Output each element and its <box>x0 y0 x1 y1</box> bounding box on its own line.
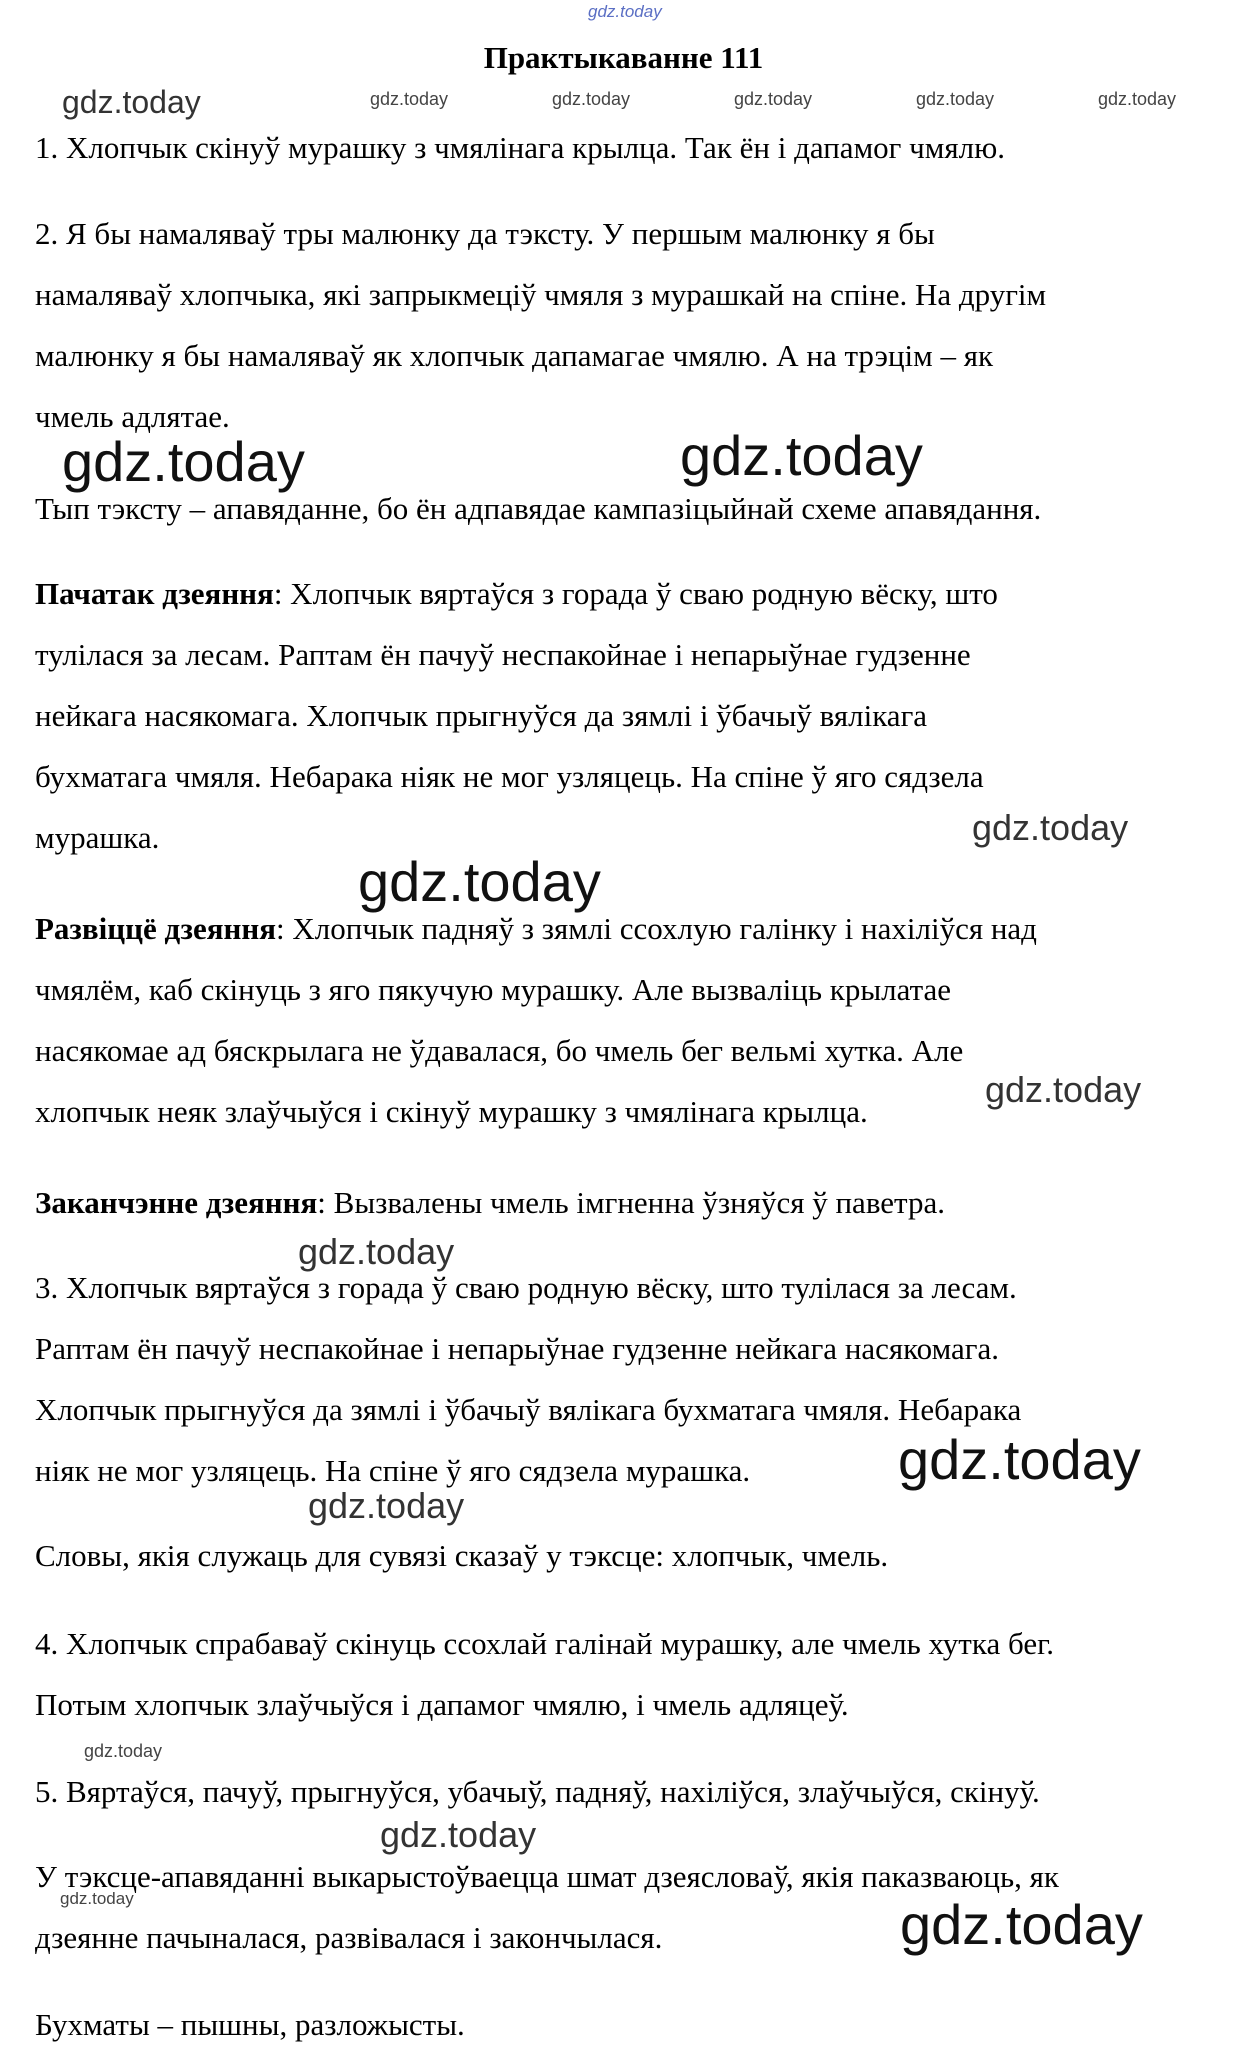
text-line: Потым хлопчык злаўчыўся і дапамог чмялю, і чмель адляцеў. <box>35 1687 849 1722</box>
text-line: Тып тэксту – апавяданне, бо ён адпавядае кампазіцыйнай схеме апавядання. <box>35 491 1042 526</box>
watermark: gdz.today <box>1098 89 1177 109</box>
watermark: gdz.today <box>985 1069 1142 1110</box>
text-line: тулілася за лесам. Раптам ён пачуў неспакойнае і непарыўнае гудзенне <box>35 637 971 672</box>
watermark-top: gdz.today <box>588 2 662 21</box>
text-fragment: : Вызвалены чмель імгненна ўзняўся ў паветра. <box>317 1185 945 1220</box>
text-line: 3. Хлопчык вяртаўся з горада ў сваю родную вёску, што тулілася за лесам. <box>35 1270 1017 1305</box>
text-line: малюнку я бы намаляваў як хлопчык дапамагае чмялю. А на трэцім – як <box>35 338 994 373</box>
text-fragment: : Хлопчык падняў з зямлі ссохлую галінку і нахіліўся над <box>276 911 1037 946</box>
text-line: дзеянне пачыналася, развівалася і закончылася. <box>35 1920 663 1955</box>
text-line: 5. Вяртаўся, пачуў, прыгнуўся, убачыў, падняў, нахіліўся, злаўчыўся, скінуў. <box>35 1774 1040 1809</box>
watermark: gdz.today <box>972 807 1129 848</box>
text-line: чмель адлятае. <box>35 399 230 434</box>
text-fragment: : Хлопчык вяртаўся з горада ў сваю родную вёску, што <box>273 576 998 611</box>
text-line: 1. Хлопчык скінуў мурашку з чмялінага крылца. Так ён і дапамог чмялю. <box>35 130 1005 165</box>
text-line <box>35 1172 1225 1233</box>
word-definition-paragraph <box>35 1994 1225 2055</box>
watermark: gdz.today <box>308 1485 465 1526</box>
watermark: gdz.today <box>734 89 813 109</box>
text-line: ніяк не мог узляцець. На спіне ў яго сядзела мурашка. <box>35 1453 751 1488</box>
text-line: бухматага чмяля. Небарака ніяк не мог узляцець. На спіне ў яго сядзела <box>35 759 984 794</box>
text-line: нейкага насякомага. Хлопчык прыгнуўся да зямлі і ўбачыў вялікага <box>35 698 928 733</box>
watermark: gdz.today <box>358 850 601 913</box>
watermark: gdz.today <box>60 1889 134 1908</box>
text-line: Раптам ён пачуў неспакойнае і непарыўнае гудзенне нейкага насякомага. <box>35 1331 999 1366</box>
text-line: Бухматы – пышны, разложысты. <box>35 2007 465 2042</box>
watermark: gdz.today <box>298 1231 455 1272</box>
watermark: gdz.today <box>62 430 305 493</box>
watermark: gdz.today <box>916 89 995 109</box>
watermark: gdz.today <box>900 1893 1143 1956</box>
watermark: gdz.today <box>680 424 923 487</box>
answer-paragraph-4 <box>35 1613 1225 1735</box>
section-label: Заканчэнне дзеяння <box>35 1185 318 1220</box>
answer-paragraph-1 <box>35 117 1225 178</box>
watermark: gdz.today <box>380 1814 537 1855</box>
text-line: Хлопчык прыгнуўся да зямлі і ўбачыў вялікага бухматага чмяля. Небарака <box>35 1392 1022 1427</box>
text-line <box>35 898 1225 959</box>
text-line: Словы, якія служаць для сувязі сказаў у тэксце: хлопчык, чмель. <box>35 1538 889 1573</box>
text-line: 2. Я бы намаляваў тры малюнку да тэксту. У першым малюнку я бы <box>35 216 935 251</box>
connecting-words-paragraph <box>35 1525 1225 1586</box>
answer-paragraph-2 <box>35 203 1225 447</box>
text-line: 4. Хлопчык спрабаваў скінуць ссохлай галінай мурашку, але чмель хутка бег. <box>35 1626 1055 1661</box>
section-label: Пачатак дзеяння <box>35 576 274 611</box>
watermark: gdz.today <box>84 1741 163 1761</box>
watermark: gdz.today <box>898 1428 1141 1491</box>
text-line: мурашка. <box>35 820 160 855</box>
page-title: Практыкаванне 111 <box>483 40 764 75</box>
text-line: насякомае ад бяскрылага не ўдавалася, бо чмель бег вельмі хутка. Але <box>35 1033 964 1068</box>
watermark: gdz.today <box>370 89 449 109</box>
text-line: хлопчык неяк злаўчыўся і скінуў мурашку з чмялінага крылца. <box>35 1094 868 1129</box>
answer-paragraph-5 <box>35 1761 1225 1822</box>
text-line: чмялём, каб скінуць з яго пякучую мурашку. Але вызваліць крылатае <box>35 972 952 1007</box>
watermark: gdz.today <box>62 84 201 120</box>
text-line: У тэксце-апавяданні выкарыстоўваецца шмат дзеясловаў, якія паказваюць, як <box>35 1859 1059 1894</box>
text-line: намаляваў хлопчыка, які запрыкмеціў чмяля з мурашкай на спіне. На другім <box>35 277 1047 312</box>
end-of-action-paragraph <box>35 1172 1225 1233</box>
verbs-explanation-paragraph <box>35 1846 1225 1968</box>
watermark: gdz.today <box>552 89 631 109</box>
text-type-paragraph <box>35 478 1225 539</box>
section-label: Развіццё дзеяння <box>35 911 277 946</box>
text-line <box>35 563 1225 624</box>
